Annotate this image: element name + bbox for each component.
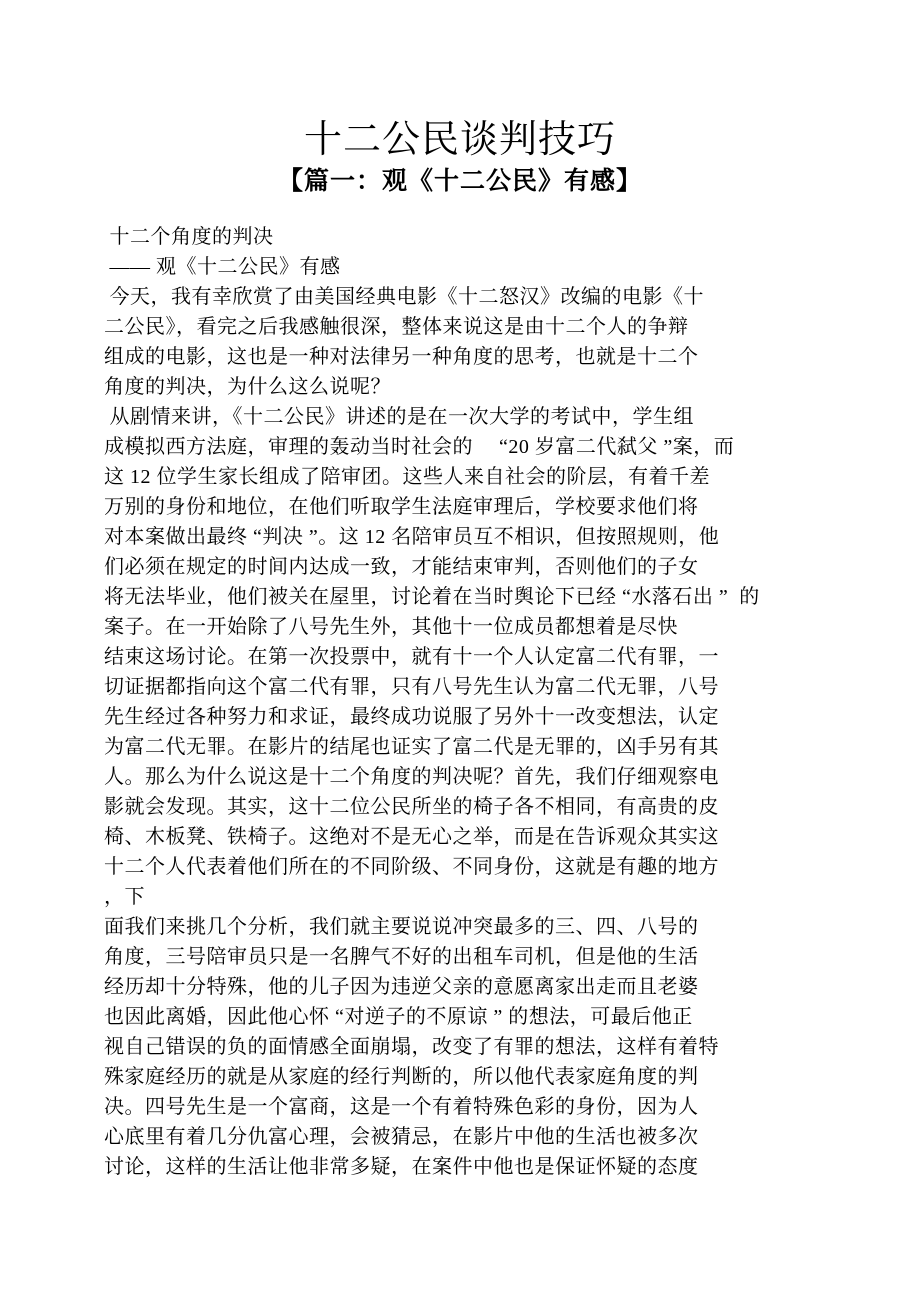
body-text-line: ，下 — [104, 886, 145, 908]
body-text-line: 案子。在一开始除了八号先生外，其他十一位成员都想着是尽快 — [104, 616, 678, 638]
body-text-line: 经历却十分特殊，他的儿子因为违逆父亲的意愿离家出走而且老婆 — [104, 976, 699, 998]
body-text-line: 今天，我有幸欣赏了由美国经典电影《十二怒汉》改编的电影《十 — [104, 286, 704, 308]
body-text-line: —— 观《十二公民》有感 — [104, 256, 341, 278]
body-text-line: 面我们来挑几个分析，我们就主要说说冲突最多的三、四、八号的 — [104, 916, 699, 938]
body-text-line: 万别的身份和地位，在他们听取学生法庭审理后，学校要求他们将 — [104, 496, 699, 518]
body-text-line: 结束这场讨论。在第一次投票中，就有十一个人认定富二代有罪，一 — [104, 646, 719, 668]
body-text-line: 将无法毕业，他们被关在屋里，讨论着在当时舆论下已经 “水落石出 ” 的 — [104, 586, 760, 608]
body-text-line: 讨论，这样的生活让他非常多疑，在案件中他也是保证怀疑的态度 — [104, 1156, 699, 1178]
body-text-line: 切证据都指向这个富二代有罪，只有八号先生认为富二代无罪，八号 — [104, 676, 719, 698]
body-text-line: 对本案做出最终 “判决 ”。这 12 名陪审员互不相识，但按照规则，他 — [104, 526, 720, 548]
body-text-line: 十二个角度的判决 — [104, 226, 274, 248]
body-text-line: 二公民》，看完之后我感触很深，整体来说这是由十二个人的争辩 — [104, 316, 689, 338]
document-body — [0, 222, 920, 1182]
body-text-line: 角度的判决，为什么这么说呢？ — [104, 376, 391, 398]
body-text-line: 心底里有着几分仇富心理，会被猜忌，在影片中他的生活也被多次 — [104, 1126, 699, 1148]
section-heading: 【篇一：观《十二公民》有感】 — [277, 168, 642, 195]
body-text-line: 成模拟西方法庭，审理的轰动当时社会的 “20 岁富二代弑父 ”案，而 — [104, 436, 735, 458]
body-text-line: 殊家庭经历的就是从家庭的经行判断的，所以他代表家庭角度的判 — [104, 1066, 699, 1088]
body-text-line: 十二个人代表着他们所在的不同阶级、不同身份，这就是有趣的地方 — [104, 856, 719, 878]
body-text-line: 这 12 位学生家长组成了陪审团。这些人来自社会的阶层，有着千差 — [104, 466, 710, 488]
body-text-line: 们必须在规定的时间内达成一致，才能结束审判，否则他们的子女 — [104, 556, 699, 578]
body-text-line: 为富二代无罪。在影片的结尾也证实了富二代是无罪的，凶手另有其 — [104, 736, 719, 758]
body-text-line: 椅、木板凳、铁椅子。这绝对不是无心之举，而是在告诉观众其实这 — [104, 826, 719, 848]
body-text-line: 视自己错误的负的面情感全面崩塌，改变了有罪的想法，这样有着特 — [104, 1036, 719, 1058]
body-text-line: 角度，三号陪审员只是一名脾气不好的出租车司机，但是他的生活 — [104, 946, 699, 968]
body-text-line: 组成的电影，这也是一种对法律另一种角度的思考，也就是十二个 — [104, 346, 699, 368]
body-text-line: 也因此离婚，因此他心怀 “对逆子的不原谅 ” 的想法，可最后他正 — [104, 1006, 693, 1028]
body-text-line: 影就会发现。其实，这十二位公民所坐的椅子各不相同，有高贵的皮 — [104, 796, 719, 818]
body-text-line: 决。四号先生是一个富商，这是一个有着特殊色彩的身份，因为人 — [104, 1096, 699, 1118]
body-text-line: 从剧情来讲，《十二公民》讲述的是在一次大学的考试中，学生组 — [104, 406, 694, 428]
page-title: 十二公民谈判技巧 — [303, 119, 616, 161]
body-text-line: 先生经过各种努力和求证，最终成功说服了另外十一改变想法，认定 — [104, 706, 719, 728]
body-text-line: 人。那么为什么说这是十二个角度的判决呢？首先，我们仔细观察电 — [104, 766, 719, 788]
